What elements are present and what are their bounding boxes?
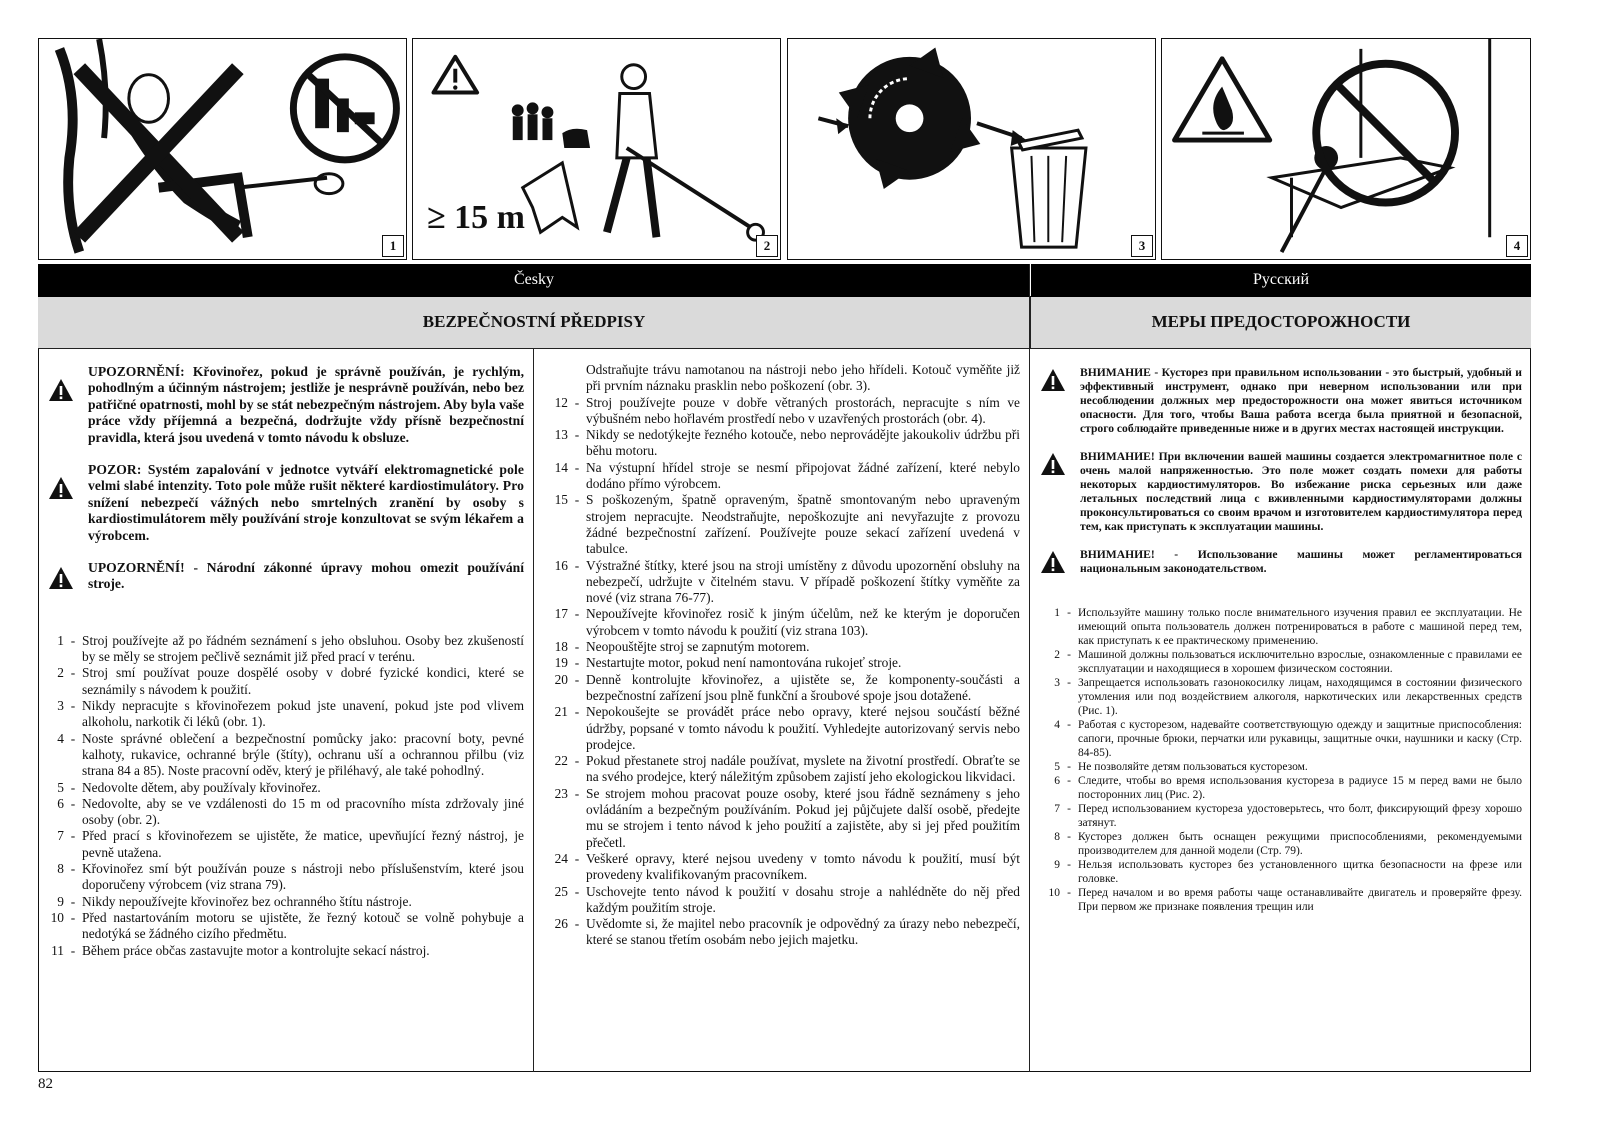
- section-title-russian: МЕРЫ ПРЕДОСТОРОЖНОСТИ: [1030, 296, 1531, 348]
- figure-number: 4: [1506, 235, 1528, 257]
- no-alcohol-drugs-icon: [39, 39, 406, 259]
- list-item: 4 - Работая с кусторезом, надевайте соответствующую одежду и защитные приспособления: сапоги, прочные брюки, перчатки или рукавицы, защитные очки, наушники и каску (Стр. 84-85).: [1054, 719, 1522, 759]
- warning-text: UPOZORNĚNÍ! - Národní zákonné úpravy mohou omezit používání stroje.: [88, 560, 524, 592]
- list-item: 6 - Nedovolte, aby se ve vzdálenosti do 15 m od pracovního místa zdržovaly jiné osoby (obr. 2).: [57, 795, 524, 828]
- list-item: 7 - Перед использованием кустореза удостоверьтесь, что болт, фиксирующий фрезу хорошо затянут.: [1054, 803, 1522, 829]
- list-item: 26 - Uvědomte si, že majitel nebo pracovník je odpovědný za úrazy nebo nebezpečí, které se stanou třetím osobám nebo jejich majetku.: [554, 916, 1020, 948]
- list-item: 18 - Neopouštějte stroj se zapnutým motorem.: [554, 639, 810, 655]
- figure-number: 1: [382, 235, 404, 257]
- page-number: 82: [38, 1076, 53, 1092]
- list-item: 10 - Před nastartováním motoru se ujistěte, že řezný kotouč se volně pohybuje a nedotýká se žádného cizího předmětu.: [50, 909, 524, 942]
- list-item: 4 - Noste správné oblečení a bezpečnostní pomůcky jako: pracovní boty, pevné kalhoty, rukavice, ochranné brýle (štíty), ochranu uší a ochrannou přilbu (viz strana 84 a 85). Noste pracovní oděv, který je přiléhavý, ale také pohodlný.: [57, 730, 524, 779]
- list-item-continuation: Odstraňujte trávu namotanou na nástroji nebo jeho hřídeli. Kotouč vyměňte již při prvním náznaku prasklin nebo poškození (obr. 3).: [586, 362, 1020, 394]
- warning-text: UPOZORNĚNÍ: Křovinořez, pokud je správně používán, je rychlým, pohodlným a účinným nástrojem; jestliže je nesprávně používán, nebo bez patřičné opatrnosti, mohl by se stát nebezpečným nástrojem. Aby byla vaše práce vždy příjemná a bezpečná, dodržujte vždy přísně bezpečnostní pravidla, která jsou uvedená v tomto návodu k obsluze.: [88, 364, 524, 445]
- list-item: 10 - Перед началом и во время работы чаще останавливайте двигатель и проверяйте фрезу. При первом же признаке появления трещин или: [1048, 887, 1522, 913]
- list-item: 14 - Na výstupní hřídel stroje se nesmí připojovat žádné zařízení, které nebylo dodáno přímo výrobcem.: [554, 459, 1020, 492]
- list-item: 2 - Stroj smí používat pouze dospělé osoby v dobré fyzické kondici, které se seznámily s návodem k použití.: [57, 665, 524, 697]
- warning-icon: [48, 476, 74, 500]
- warning-block: [1040, 548, 1522, 576]
- warning-icon: [1040, 368, 1066, 392]
- figure-4: [1161, 38, 1531, 260]
- no-fire-icon: [1162, 39, 1530, 259]
- list-item: 9 - Нельзя использовать кусторез без установленного щитка безопасности на фрезе или головке.: [1054, 859, 1522, 885]
- list-item: 2 - Машиной должны пользоваться исключительно взрослые, ознакомленные с правилами ее эксплуатации и находящиеся в хорошем физическом состоянии.: [1054, 649, 1522, 675]
- warning-text: ВНИМАНИЕ! - Использование машины может регламентироваться национальным законодательством.: [1080, 548, 1522, 575]
- language-header-czech: Česky: [38, 264, 1030, 296]
- figure-number: 2: [756, 235, 778, 257]
- section-title-czech: BEZPEČNOSTNÍ PŘEDPISY: [38, 296, 1030, 348]
- list-item: 24 - Veškeré opravy, které nejsou uvedeny v tomto návodu k použití, musí být provedeny kvalifikovaným pracovníkem.: [554, 850, 1020, 883]
- list-item: 3 - Запрещается использовать газонокосилку лицам, находящимся в состоянии физического утомления или под воздействием алкоголя, наркотических или лекарственных средств (Рис. 1).: [1054, 677, 1522, 717]
- list-item: 17 - Nepoužívejte křovinořez rosič k jiným účelům, než ke kterým je doporučen výrobcem v tomto návodu k použití (viz strana 103).: [554, 606, 1020, 638]
- list-item: 15 - S poškozeným, špatně opraveným, špatně smontovaným nebo upraveným strojem nepracujte. Neodstraňujte, nepoškozujte ani nevyřazujte z provozu žádné bezpečnostní zařízení. Používejte pouze sekací zařízení uvedená v tabulce.: [554, 492, 1020, 557]
- list-item: 13 - Nikdy se nedotýkejte řezného kotouče, nebo neprovádějte jakoukoliv údržbu při běhu motoru.: [554, 427, 1020, 459]
- list-item: 5 - Nedovolte dětem, aby používaly křovinořez.: [57, 779, 321, 795]
- figure-2: [412, 38, 781, 260]
- figure-3: [787, 38, 1156, 260]
- list-item: 25 - Uschovejte tento návod k použití v dosahu stroje a nahlédněte do něj před každým použitím stroje.: [554, 883, 1020, 915]
- list-item: 1 - Stroj používejte až po řádném seznámení s jeho obsluhou. Osoby bez zkušeností by se měly se strojem pečlivě seznámit již před prací v terénu.: [57, 632, 524, 665]
- warning-text: ВНИМАНИЕ - Кусторез при правильном использовании - это быстрый, удобный и эффективный инструмент, однако при неверном использовании или при несоблюдении должных мер предосторожности она может явиться источником опасности. Для того, чтобы Ваша работа всегда была приятной и безопасной, строго соблюдайте приведенные ниже и в других местах настоящей инструкции.: [1080, 366, 1522, 435]
- czech-right-column: [540, 362, 1020, 949]
- warning-icon: [48, 378, 74, 402]
- column-divider: [1029, 264, 1030, 1072]
- list-item: 8 - Křovinořez smí být používán pouze s nástroji nebo příslušenstvím, které jsou doporučeny výrobcem (viz strana 79).: [57, 861, 524, 893]
- figure-1: [38, 38, 407, 260]
- column-divider: [533, 348, 534, 1072]
- safety-list: [540, 395, 1020, 949]
- warning-text: ВНИМАНИЕ! При включении вашей машины создается электромагнитное поле с очень малой напряженностью. Это поле может создать помехи для работы некоторых кардиостимуляторов. Во избежание риска серьезных или даже летальных последствий лица с вживленными кардиостимуляторами должны проконсультироваться со своим врачом и изготовителем кардиостимулятора перед тем, как приступать к эксплуатации машины.: [1080, 450, 1522, 533]
- list-item: 5 - Не позволяйте детям пользоваться кусторезом.: [1054, 761, 1308, 773]
- list-item: 8 - Кусторез должен быть оснащен режущими приспособлениями, рекомендуемыми производителем для данной модели (Стр. 79).: [1054, 831, 1522, 857]
- language-header-russian: Русский: [1030, 264, 1531, 296]
- safety-list: [1032, 606, 1522, 914]
- warning-icon: [1040, 550, 1066, 574]
- warning-block: [48, 560, 524, 593]
- divider: [38, 348, 1531, 349]
- list-item: 20 - Denně kontrolujte křovinořez, a ujistěte se, že komponenty-součásti a bezpečnostní zařízení jsou plně funkční a šroubové spoje jsou dotažené.: [554, 671, 1020, 703]
- list-item: 11 - Během práce občas zastavujte motor a kontrolujte sekací nástroj.: [51, 942, 430, 958]
- warning-block: [48, 364, 524, 446]
- list-item: 23 - Se strojem mohou pracovat pouze osoby, které jsou řádně seznámeny s jeho ovládáním a bezpečným používáním. Pokud jej půjčujete další osobě, předejte mu se strojem i tento návod k jeho použití a zajistěte, aby si jej před použitím přečetl.: [554, 785, 1020, 850]
- warning-block: [1040, 450, 1522, 534]
- list-item: 1 - Используйте машину только после внимательного изучения правил ее эксплуатации. Не имеющий опыта пользователь должен потренироваться в работе с машиной перед тем, как приступать к ее практическому применению.: [1054, 607, 1522, 647]
- list-item: 12 - Stroj používejte pouze v dobře větraných prostorách, nepracujte s ním ve výbušném nebo hořlavém prostředí nebo v uzavřených prostorách (obr. 4).: [554, 394, 1020, 426]
- damaged-blade-disposal-icon: [788, 39, 1155, 259]
- list-item: 6 - Следите, чтобы во время использования кустореза в радиусе 15 м перед вами не было посторонних лиц (Рис. 2).: [1054, 775, 1522, 801]
- list-item: 22 - Pokud přestanete stroj nadále používat, myslete na životní prostředí. Obraťte se na svého prodejce, který náležitým způsobem zajistí jeho ekologickou likvidaci.: [554, 753, 1020, 785]
- warning-block: [1040, 366, 1522, 436]
- list-item: 3 - Nikdy nepracujte s křovinořezem pokud jste unavení, pokud jste pod vlivem alkoholu, narkotik či léků (obr. 1).: [57, 698, 524, 730]
- warning-text: POZOR: Systém zapalování v jednotce vytváří elektromagnetické pole velmi slabé intenzity. Toto pole může rušit některé kardiostimulátory. Pro snížení nebezpečí vážných nebo smrtelných zranění by osoby s kardiostimulátorem měly používání stroje konzultovat se svým lékařem a výrobcem.: [88, 462, 524, 543]
- warning-block: [48, 462, 524, 544]
- list-item: 21 - Nepokoušejte se provádět práce nebo opravy, které nejsou součástí běžné údržby, popsané v tomto návodu k použití. Vyhledejte autorizovaný servis nebo prodejce.: [554, 704, 1020, 752]
- safety-list: [36, 633, 524, 959]
- distance-label: ≥ 15 m: [427, 199, 525, 236]
- list-item: 19 - Nestartujte motor, pokud není namontována rukojeť stroje.: [554, 655, 902, 671]
- warning-icon: [1040, 452, 1066, 476]
- list-item: 9 - Nikdy nepoužívejte křovinořez bez ochranného štítu nástroje.: [57, 893, 412, 909]
- russian-column: [1040, 366, 1522, 914]
- czech-left-column: [48, 364, 524, 959]
- list-item: 7 - Před prací s křovinořezem se ujistěte, že matice, upevňující řezný nástroj, je pevně utažena.: [57, 828, 524, 860]
- figure-number: 3: [1131, 235, 1153, 257]
- list-item: 16 - Výstražné štítky, které jsou na stroji umístěny z důvodu upozornění obsluhy na nebezpečí, udržujte v čitelném stavu. V případě poškození štítky vyměňte za nové (viz strana 76-77).: [554, 557, 1020, 606]
- warning-icon: [48, 566, 74, 590]
